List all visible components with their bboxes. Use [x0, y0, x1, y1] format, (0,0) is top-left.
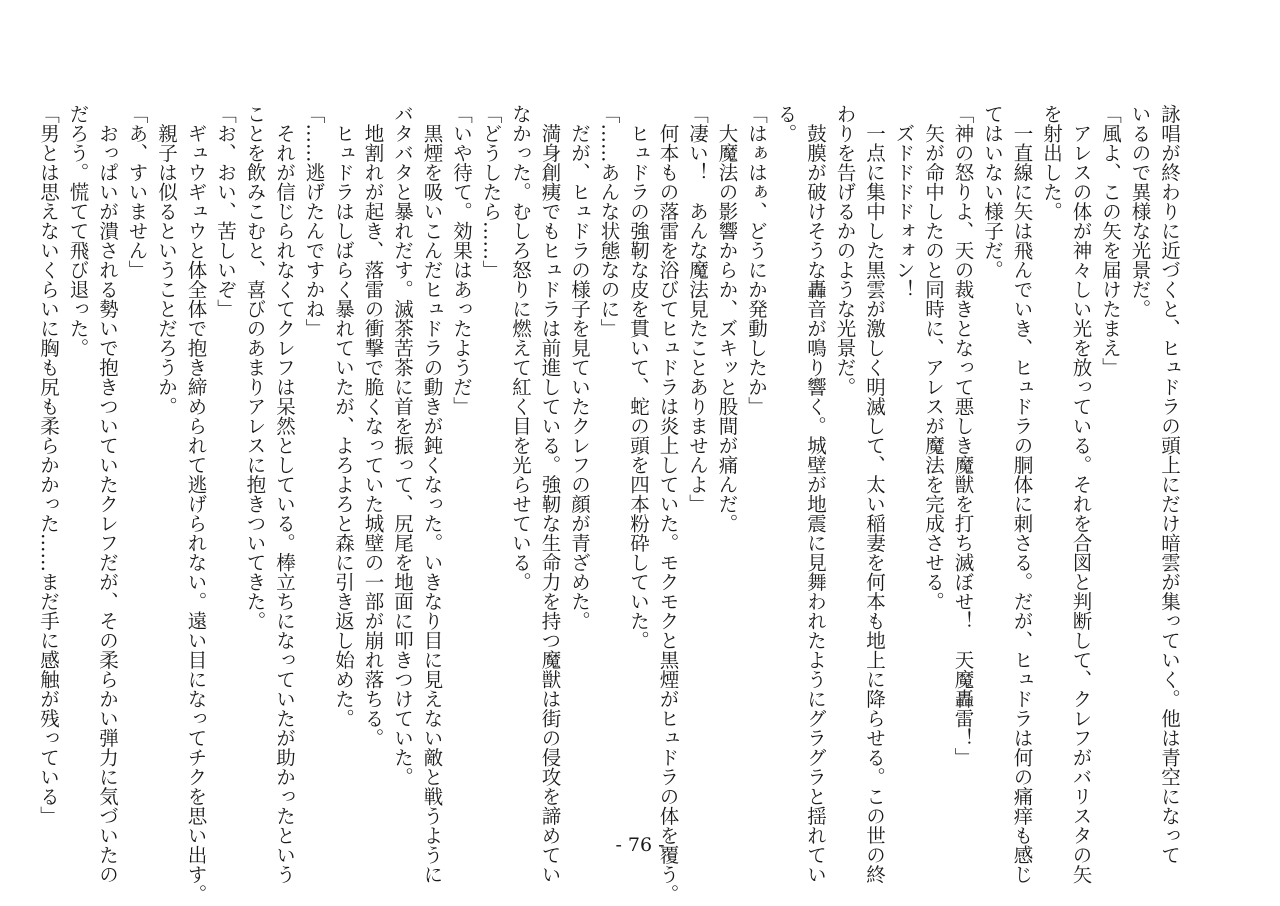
text-line: それが信じられなくてクレフは呆然としている。棒立ちになっていたが助かったという	[273, 104, 296, 884]
text-line: ズドドドドォォン！	[892, 104, 916, 299]
page-number: - 76 -	[615, 834, 665, 856]
text-line: ギュウギュウと体全体で抱き締められて逃げられない。遠い目になってチクを思い出す。	[184, 104, 208, 904]
text-line: だが、ヒュドラの様子を見ていたクレフの顔が青ざめた。	[568, 104, 591, 631]
text-line: いるので異様な光景だ。	[1128, 104, 1152, 319]
text-line: わりを告げるかのような光景だ。	[833, 104, 857, 397]
text-line: ことを飲みこむと、喜びのあまりアレスに抱きついてきた。	[243, 104, 267, 631]
text-line: アレスの体が神々しい光を放っている。それを合図と判断して、クレフがバリスタの矢	[1069, 104, 1093, 884]
text-line: 親子は似るということだろうか。	[155, 104, 178, 416]
text-line: 「凄い！ あんな魔法見たことありませんよ」	[686, 104, 709, 514]
text-line: 「……あんな状態なのに」	[597, 104, 621, 338]
text-line: ヒュドラの強靭な皮を貫いて、蛇の頭を四本粉砕していた。	[627, 104, 650, 650]
text-line: 一直線に矢は飛んでいき、ヒュドラの胴体に刺さる。だが、ヒュドラは何の痛痒も感じ	[1010, 104, 1034, 884]
text-line: る。	[774, 104, 798, 143]
text-line: 「お、おい、苦しいぞ」	[214, 104, 237, 319]
text-line: 「風よ、この矢を届けたまえ」	[1099, 104, 1122, 377]
text-line: おっぱいが潰される勢いで抱きついていたクレフだが、その柔らかい弾力に気づいたの	[96, 104, 119, 884]
text-line: てはいない様子だ。	[981, 104, 1004, 280]
text-line: 大魔法の影響からか、ズキッと股間が痛んだ。	[715, 104, 739, 533]
text-line: 何本もの落雷を浴びてヒュドラは炎上していた。モクモクと黒煙がヒュドラの体を覆う。	[656, 104, 680, 904]
text-line: 「あ、すいません」	[125, 104, 149, 280]
text-line: 詠唱が終わりに近づくと、ヒュドラの頭上にだけ暗雲が集っていく。他は青空になって	[1158, 104, 1181, 865]
text-line: 地割れが起き、落雷の衝撃で脆くなっていた城壁の一部が崩れ落ちる。	[361, 104, 385, 748]
text-line: 「いや待て。効果はあったようだ」	[450, 104, 473, 416]
text-line: 「どうしたら……」	[479, 104, 503, 280]
text-line: 「……逃げたんですかね」	[302, 104, 326, 338]
text-line: 一点に集中した黒雲が激しく明滅して、太い稲妻を何本も地上に降らせる。この世の終	[863, 104, 886, 884]
text-line: 矢が命中したのと同時に、アレスが魔法を完成させる。	[922, 104, 945, 611]
text-line: 「男とは思えないくらいに胸も尻も柔らかかった……まだ手に感触が残っている」	[37, 104, 60, 826]
text-line: 黒煙を吸いこんだヒュドラの動きが鈍くなった。いきなり目に見えない敵と戦うように	[420, 104, 444, 884]
text-line: 満身創痍でもヒュドラは前進している。強靭な生命力を持つ魔獣は街の侵攻を諦めてい	[538, 104, 562, 884]
text-line: だろう。慌てて飛び退った。	[66, 104, 90, 358]
text-line: ヒュドラはしばらく暴れていたが、よろよろと森に引き返し始めた。	[332, 104, 355, 728]
text-line: 「神の怒りよ、天の裁きとなって悪しき魔獣を打ち滅ぼせ！ 天魔轟雷！」	[951, 104, 975, 767]
text-line: 鼓膜が破けそうな轟音が鳴り響く。城壁が地震に見舞われたようにグラグラと揺れてい	[804, 104, 827, 884]
text-line: を射出した。	[1040, 104, 1063, 221]
text-line: なかった。むしろ怒りに燃えて紅く目を光らせている。	[509, 104, 532, 592]
text-line: バタバタと暴れだす。滅茶苦茶に首を振って、尻尾を地面に叩きつけていた。	[391, 104, 414, 787]
text-line: 「はぁはぁ、どうにか発動したか」	[745, 104, 768, 416]
